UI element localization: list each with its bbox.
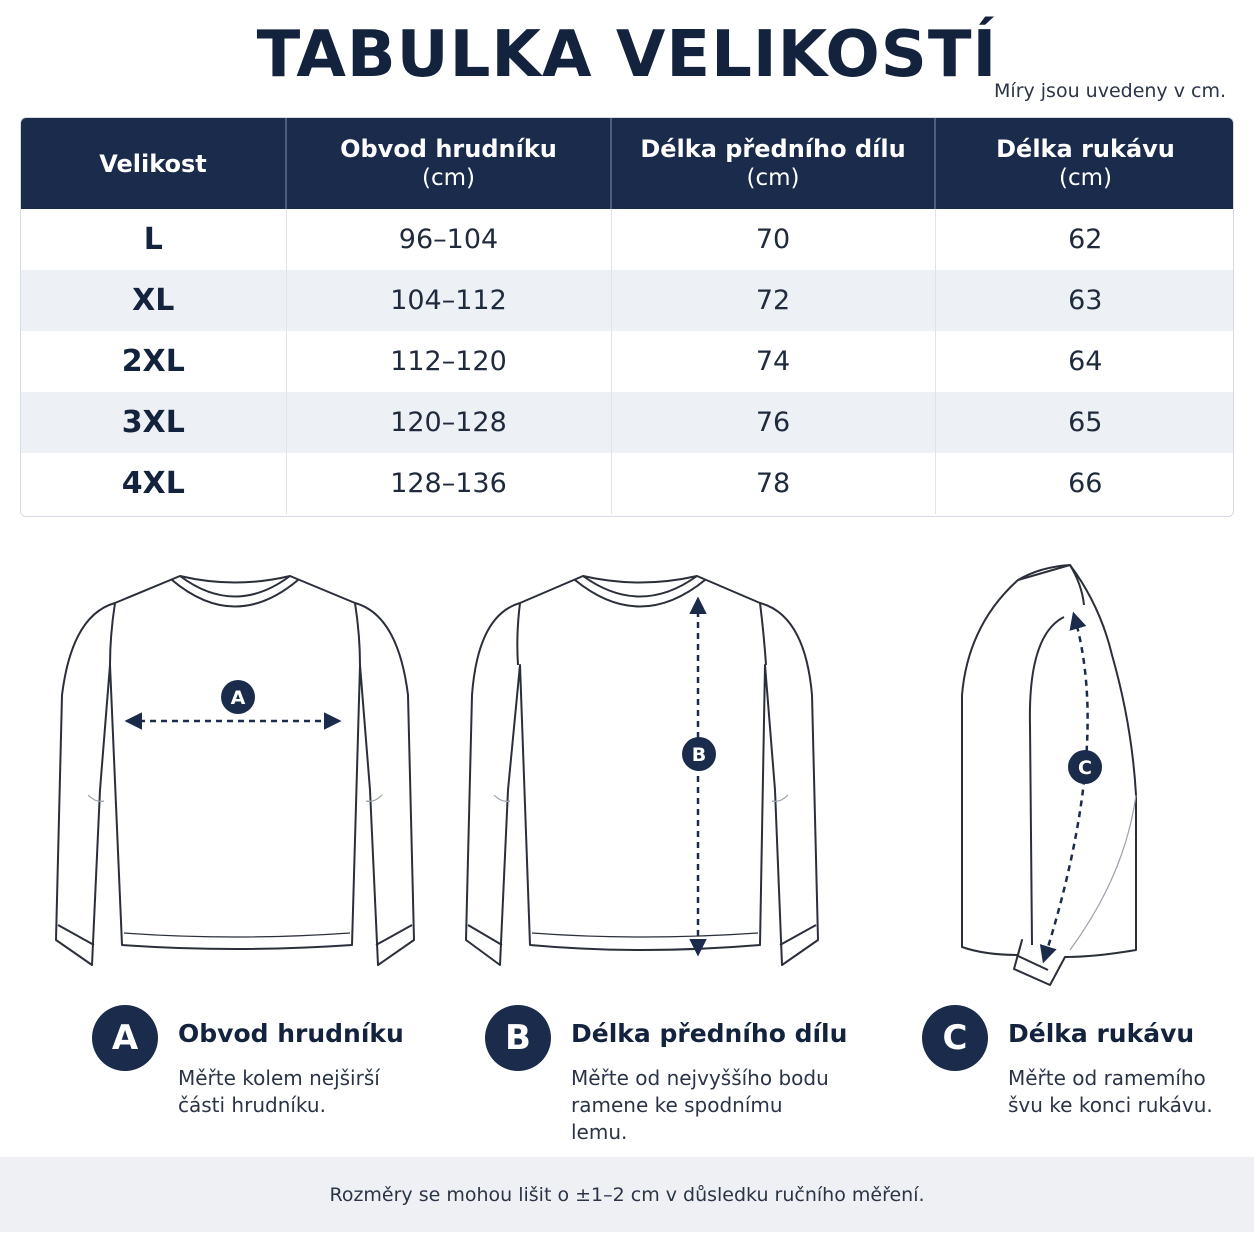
header-label: Délka rukávu xyxy=(996,135,1175,164)
size-cell: 4XL xyxy=(21,453,286,514)
legend-title: Délka předního dílu xyxy=(571,1019,848,1048)
header-unit: (cm) xyxy=(1059,165,1112,192)
measurement-illustrations xyxy=(0,545,1254,995)
shirt-front-icon xyxy=(56,576,414,965)
shirt-side-icon xyxy=(962,565,1136,985)
header-unit: (cm) xyxy=(422,165,475,192)
sleeve-length-cell: 62 xyxy=(1068,224,1103,255)
front-length-cell: 74 xyxy=(611,331,935,392)
header-label: Velikost xyxy=(99,149,207,178)
legend-badge: C xyxy=(922,1005,988,1071)
header-front-length xyxy=(611,118,935,209)
size-table xyxy=(20,117,1234,517)
sleeve-length-cell: 65 xyxy=(935,392,1234,453)
page-title: TABULKA VELIKOSTÍ xyxy=(256,18,998,92)
size-cell: L xyxy=(21,209,286,270)
chest-cell: 104–112 xyxy=(286,270,611,331)
front-length-cell: 72 xyxy=(611,270,935,331)
footer-text: Rozměry se mohou lišit o ±1–2 cm v důsledku ručního měření. xyxy=(329,1183,925,1206)
chest-cell: 120–128 xyxy=(286,392,611,453)
legend-badge: A xyxy=(92,1005,158,1071)
table-row xyxy=(21,209,1234,270)
legend-badge: B xyxy=(485,1005,551,1071)
sleeve-length-cell: 63 xyxy=(935,270,1234,331)
header-chest xyxy=(286,118,611,209)
marker-b-label: B xyxy=(691,744,707,766)
table-row xyxy=(21,453,1234,514)
header-label: Obvod hrudníku xyxy=(340,135,557,164)
front-length-cell: 78 xyxy=(611,453,935,514)
header-unit: (cm) xyxy=(746,165,800,192)
header-sleeve-length xyxy=(935,118,1234,209)
chest-cell: 112–120 xyxy=(286,331,611,392)
sleeve-length-cell: 66 xyxy=(1068,468,1103,499)
chest-cell: 128–136 xyxy=(286,453,611,514)
header-size xyxy=(21,118,286,209)
legend-title: Obvod hrudníku xyxy=(178,1019,404,1048)
size-cell: 2XL xyxy=(21,331,286,392)
table-row xyxy=(21,331,1234,392)
legend-description: Měřte od nejvyššího bodu ramene ke spodnímu lemu. xyxy=(571,1066,829,1144)
header-label: Délka předního dílu xyxy=(640,135,906,164)
front-length-cell: 76 xyxy=(611,392,935,453)
table-row xyxy=(21,392,1234,453)
legend-description: Měřte kolem nejširší části hrudníku. xyxy=(178,1066,380,1117)
footer-note xyxy=(0,1157,1254,1232)
units-note: Míry jsou uvedeny v cm. xyxy=(994,80,1226,102)
table-header-row xyxy=(21,118,1234,209)
marker-a-label: A xyxy=(230,687,246,709)
shirt-front-icon xyxy=(466,576,818,965)
sleeve-length-cell: 64 xyxy=(1068,346,1103,377)
legend-description: Měřte od ramemího švu ke konci rukávu. xyxy=(1008,1066,1213,1117)
table-row xyxy=(21,270,1234,331)
marker-c-label: C xyxy=(1078,757,1092,779)
chest-cell: 96–104 xyxy=(286,209,611,270)
size-cell: 3XL xyxy=(21,392,286,453)
legend-title: Délka rukávu xyxy=(1008,1019,1195,1048)
size-cell: XL xyxy=(21,270,286,331)
front-length-cell: 70 xyxy=(611,209,935,270)
